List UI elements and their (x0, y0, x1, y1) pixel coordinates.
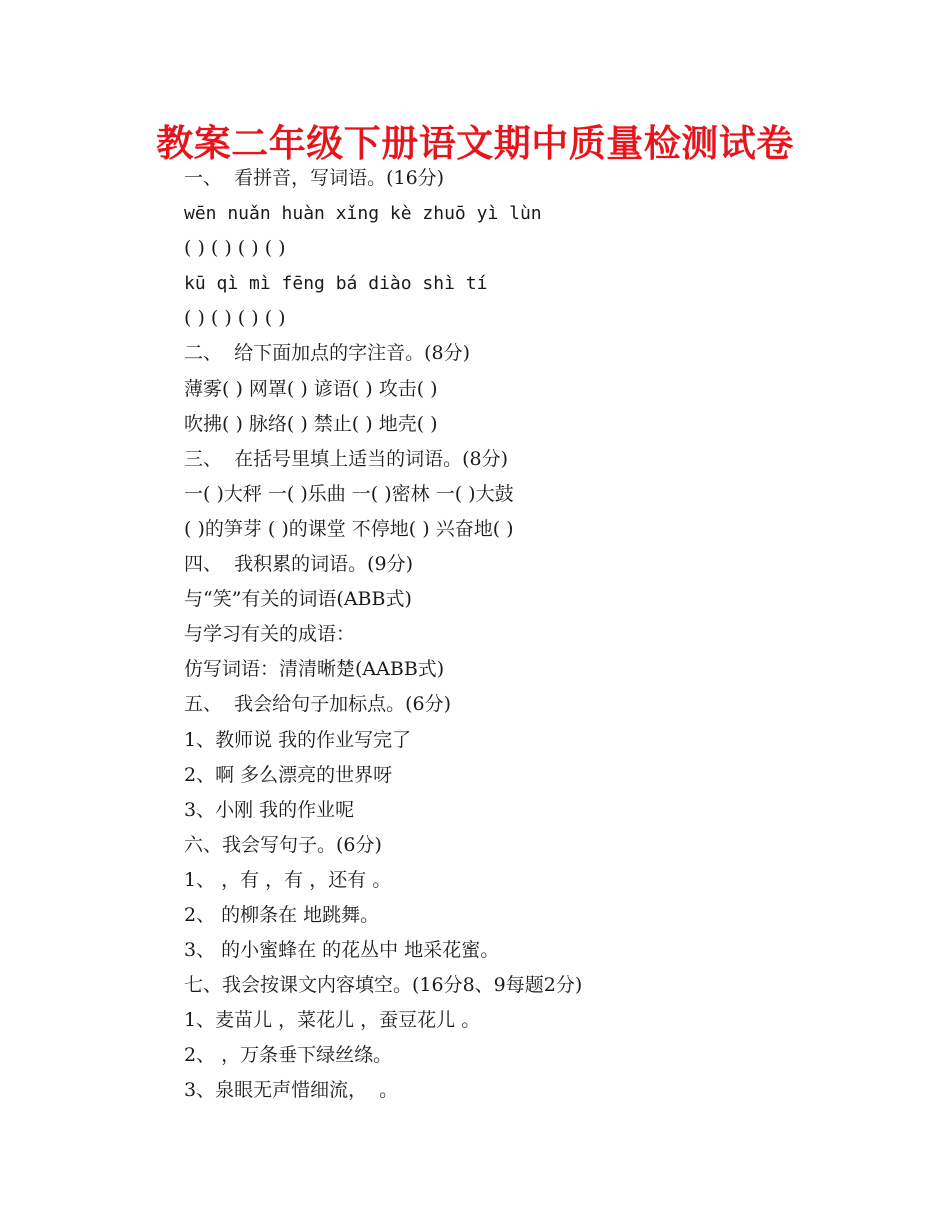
question-line: 与学习有关的成语： (184, 623, 356, 646)
question-line: 仿写词语：清清晰楚(AABB式) (184, 658, 445, 681)
pinyin-line: kū qì mì fēng bá diào shì tí (184, 273, 488, 295)
answer-blanks: ( ) ( ) ( ) ( ) (184, 307, 286, 330)
question-line: 3、 的小蜜蜂在 的花丛中 地采花蜜。 (184, 939, 500, 962)
section-heading: 二、 给下面加点的字注音。(8分) (184, 342, 470, 365)
section-heading: 四、 我积累的词语。(9分) (184, 553, 413, 576)
question-line: 1、 ，有 ，有 ，还有 。 (184, 868, 392, 891)
document-title: 教案二年级下册语文期中质量检测试卷 (156, 122, 794, 165)
question-line: 1、教师说 我的作业写完了 (184, 728, 412, 751)
question-line: 一( )大秤 一( )乐曲 一( )密林 一( )大鼓 (184, 482, 514, 505)
question-line: 3、泉眼无声惜细流， 。 (184, 1079, 399, 1102)
question-line: ( )的笋芽 ( )的课堂 不停地( ) 兴奋地( ) (184, 517, 514, 540)
question-line: 2、 ，万条垂下绿丝绦。 (184, 1044, 393, 1067)
question-line: 3、小刚 我的作业呢 (184, 798, 355, 821)
question-line: 2、啊 多么漂亮的世界呀 (184, 763, 393, 786)
section-heading: 六、我会写句子。(6分) (184, 833, 382, 856)
question-line: 1、麦苗儿 ，菜花儿 ，蚕豆花儿 。 (184, 1009, 481, 1032)
answer-blanks: ( ) ( ) ( ) ( ) (184, 237, 286, 260)
question-line: 薄雾( ) 网罩( ) 谚语( ) 攻击( ) (184, 377, 438, 400)
question-line: 2、 的柳条在 地跳舞。 (184, 903, 380, 926)
pinyin-line: wēn nuǎn huàn xǐng kè zhuō yì lùn (184, 203, 542, 225)
section-heading: 七、我会按课文内容填空。(16分8、9每题2分) (184, 974, 583, 997)
section-heading: 五、 我会给句子加标点。(6分) (184, 693, 451, 716)
section-heading: 三、 在括号里填上适当的词语。(8分) (184, 447, 508, 470)
document-body (184, 161, 904, 1109)
question-line: 吹拂( ) 脉络( ) 禁止( ) 地壳( ) (184, 412, 438, 435)
question-line: 与“笑”有关的词语(ABB式) (184, 588, 412, 611)
section-heading: 一、 看拼音，写词语。(16分) (184, 167, 445, 189)
